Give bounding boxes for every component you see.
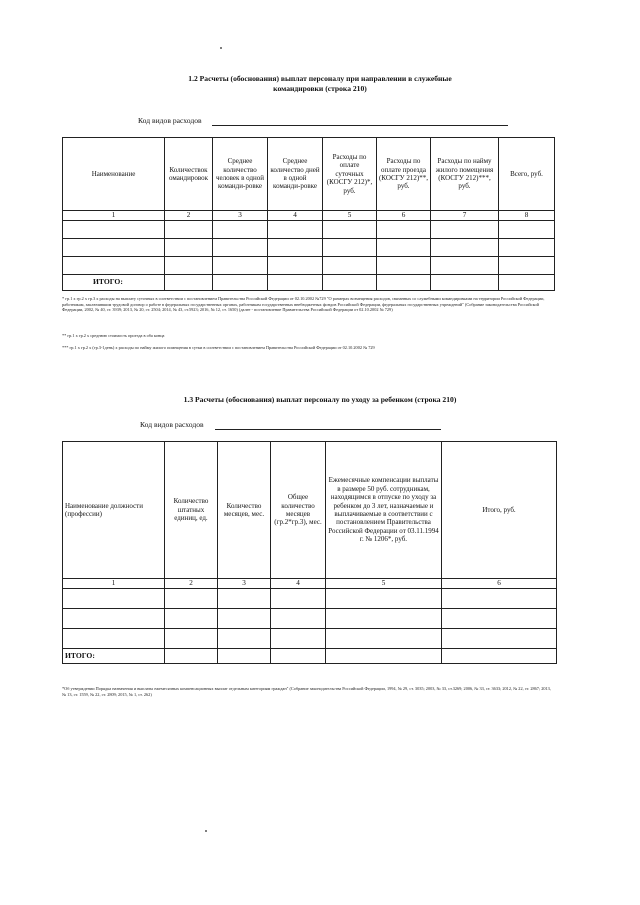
header-monthly-compensation: Ежемесячные компенсации выплаты в размере 50 руб. сотрудникам, находящимся в отпуске по уходу за ребенком до 3 лет, назначаемые и выплачиваемые в соответствии с постановлением Правительства Российской Федерации от 03.11.1994 г. № 1206*, руб. (326, 442, 442, 579)
footnote: *Об утверждении Порядка назначения и выплаты ежемесячных компенсационных выплат отдельным категориям граждан" (Собрание законодательства Российской Федерации, 1994, № 29, ст. 3035; 2003, № 33, ст.3269; 2006, № 33, ст. 3633; 2012, № 22, ст. 2867; 2013, № 13, ст. 1559, № 22, ст. 2809; 2015, № 1, ст. 262) (62, 686, 551, 697)
col-number: 3 (218, 579, 271, 589)
table-cell[interactable] (377, 275, 431, 291)
col-number: 5 (326, 579, 442, 589)
table-cell[interactable] (499, 275, 555, 291)
section-1-2-title-line1: 1.2 Расчеты (обоснования) выплат персоналу при направлении в служебные (188, 74, 452, 83)
header-avg-days: Среднее количество дней в одной команди-ровке (268, 138, 323, 211)
expense-code-label: Код видов расходов (140, 420, 204, 429)
table-cell[interactable] (442, 589, 557, 609)
table-cell[interactable] (323, 257, 377, 275)
col-number: 1 (63, 211, 165, 221)
total-row (63, 275, 555, 291)
table-cell[interactable] (218, 629, 271, 649)
header-name: Наименование (63, 138, 165, 211)
table-row (63, 609, 557, 629)
table-cell[interactable] (213, 275, 268, 291)
header-avg-people: Среднее количество человек в одной команди-ровке (213, 138, 268, 211)
header-total-months: Общее количество месяцев (гр.2*гр.3), мес. (271, 442, 326, 579)
table-cell[interactable] (63, 629, 165, 649)
table-cell[interactable] (431, 275, 499, 291)
table-cell[interactable] (165, 221, 213, 239)
table-cell[interactable] (165, 589, 218, 609)
section-1-2-title-line2: командировки (строка 210) (273, 84, 367, 93)
table-row (63, 629, 557, 649)
section-1-3-title: 1.3 Расчеты (обоснования) выплат персоналу по уходу за ребенком (строка 210) (183, 395, 457, 404)
header-travel-cost: Расходы по оплате проезда (КОСГУ 212)**, руб. (377, 138, 431, 211)
table-cell[interactable] (268, 257, 323, 275)
expense-code-field (215, 420, 441, 430)
table-cell[interactable] (442, 649, 557, 664)
table-cell[interactable] (63, 221, 165, 239)
table-row (63, 239, 555, 257)
table-cell[interactable] (326, 629, 442, 649)
col-number: 6 (377, 211, 431, 221)
total-label: ИТОГО: (63, 275, 165, 291)
table-cell[interactable] (165, 257, 213, 275)
table-cell[interactable] (271, 609, 326, 629)
table-cell[interactable] (326, 609, 442, 629)
table-cell[interactable] (268, 275, 323, 291)
table-header-row (63, 138, 555, 211)
footnote: ** гр.1 х гр.2 х среднюю стоимость проезда в оба конца (62, 333, 165, 338)
table-row (63, 257, 555, 275)
table-cell[interactable] (165, 629, 218, 649)
column-number-row (63, 211, 555, 221)
table-cell[interactable] (218, 609, 271, 629)
table-row (63, 589, 557, 609)
section-1-2-title (100, 74, 540, 94)
table-cell[interactable] (431, 257, 499, 275)
table-cell[interactable] (271, 589, 326, 609)
table-cell[interactable] (165, 239, 213, 257)
table-cell[interactable] (63, 609, 165, 629)
table-cell[interactable] (323, 275, 377, 291)
table-cell[interactable] (63, 589, 165, 609)
col-number: 2 (165, 211, 213, 221)
childcare-table (62, 441, 557, 664)
column-number-row (63, 579, 557, 589)
header-daily-allowance: Расходы по оплате суточных (КОСГУ 212)*, руб. (323, 138, 377, 211)
table-cell[interactable] (268, 239, 323, 257)
scan-speck (220, 47, 222, 49)
header-position: Наименование должности (профессии) (63, 442, 165, 579)
table-cell[interactable] (499, 221, 555, 239)
table-cell[interactable] (268, 221, 323, 239)
table-cell[interactable] (165, 649, 218, 664)
col-number: 1 (63, 579, 165, 589)
header-trips-count: Количествок омандировок (165, 138, 213, 211)
col-number: 6 (442, 579, 557, 589)
col-number: 8 (499, 211, 555, 221)
col-number: 2 (165, 579, 218, 589)
table-cell[interactable] (165, 275, 213, 291)
table-cell[interactable] (377, 257, 431, 275)
table-cell[interactable] (323, 221, 377, 239)
col-number: 4 (268, 211, 323, 221)
table-cell[interactable] (213, 239, 268, 257)
table-cell[interactable] (377, 221, 431, 239)
header-staff-units: Количество штатных единиц, ед. (165, 442, 218, 579)
table-cell[interactable] (165, 609, 218, 629)
table-cell[interactable] (218, 649, 271, 664)
footnote: *** гр.1 х гр.2 х (гр.3-1день) х расходы по найму жилого помещения в сутки в соответствии с постановлением Правительства Российской Федерации от 02.10.2002 № 729 (62, 345, 375, 350)
business-trip-table (62, 137, 555, 291)
table-cell[interactable] (431, 221, 499, 239)
table-row (63, 221, 555, 239)
table-header-row (63, 442, 557, 579)
header-months: Количество месяцев, мес. (218, 442, 271, 579)
col-number: 3 (213, 211, 268, 221)
table-cell[interactable] (499, 257, 555, 275)
col-number: 5 (323, 211, 377, 221)
table-cell[interactable] (218, 589, 271, 609)
table-cell[interactable] (377, 239, 431, 257)
table-cell[interactable] (499, 239, 555, 257)
table-cell[interactable] (326, 589, 442, 609)
col-number: 4 (271, 579, 326, 589)
table-cell[interactable] (271, 629, 326, 649)
header-total: Всего, руб. (499, 138, 555, 211)
table-cell[interactable] (326, 649, 442, 664)
table-cell[interactable] (323, 239, 377, 257)
table-cell[interactable] (442, 629, 557, 649)
table-cell[interactable] (213, 221, 268, 239)
col-number: 7 (431, 211, 499, 221)
table-cell[interactable] (271, 649, 326, 664)
header-housing-cost: Расходы по найму жилого помещения (КОСГУ 212)***, руб. (431, 138, 499, 211)
table-cell[interactable] (63, 239, 165, 257)
table-cell[interactable] (442, 609, 557, 629)
expense-code-label: Код видов расходов (138, 116, 202, 125)
header-total: Итого, руб. (442, 442, 557, 579)
total-row (63, 649, 557, 664)
table-cell[interactable] (431, 239, 499, 257)
total-label: ИТОГО: (63, 649, 165, 664)
footnote: * гр.1 х гр.2 х гр.3 х расходы на выплату суточных в соответствии с постановлением Правительства Российской Федерации от 02.10.2002 №729 "О размерах возмещения расходов, связанных со служебными командировками на территории Российской Федерации, работникам, заключившим трудовой договор о работе в федеральных государственных органах, работникам государственных внебюджетных фондов Российской Федерации, федеральных государственных учреждений" (Собрание законодательства Российской Федерации, 2002, № 40, ст. 3939; 2013, № 20, ст. 2504; 2014, № 43, ст.5923; 2016, № 12, ст. 1650) (далее - постановление Правительства Российской Федерации от 02.10.2002 № 729) (62, 296, 545, 313)
expense-code-field (212, 116, 508, 126)
table-cell[interactable] (63, 257, 165, 275)
scan-speck (205, 830, 207, 832)
table-cell[interactable] (213, 257, 268, 275)
